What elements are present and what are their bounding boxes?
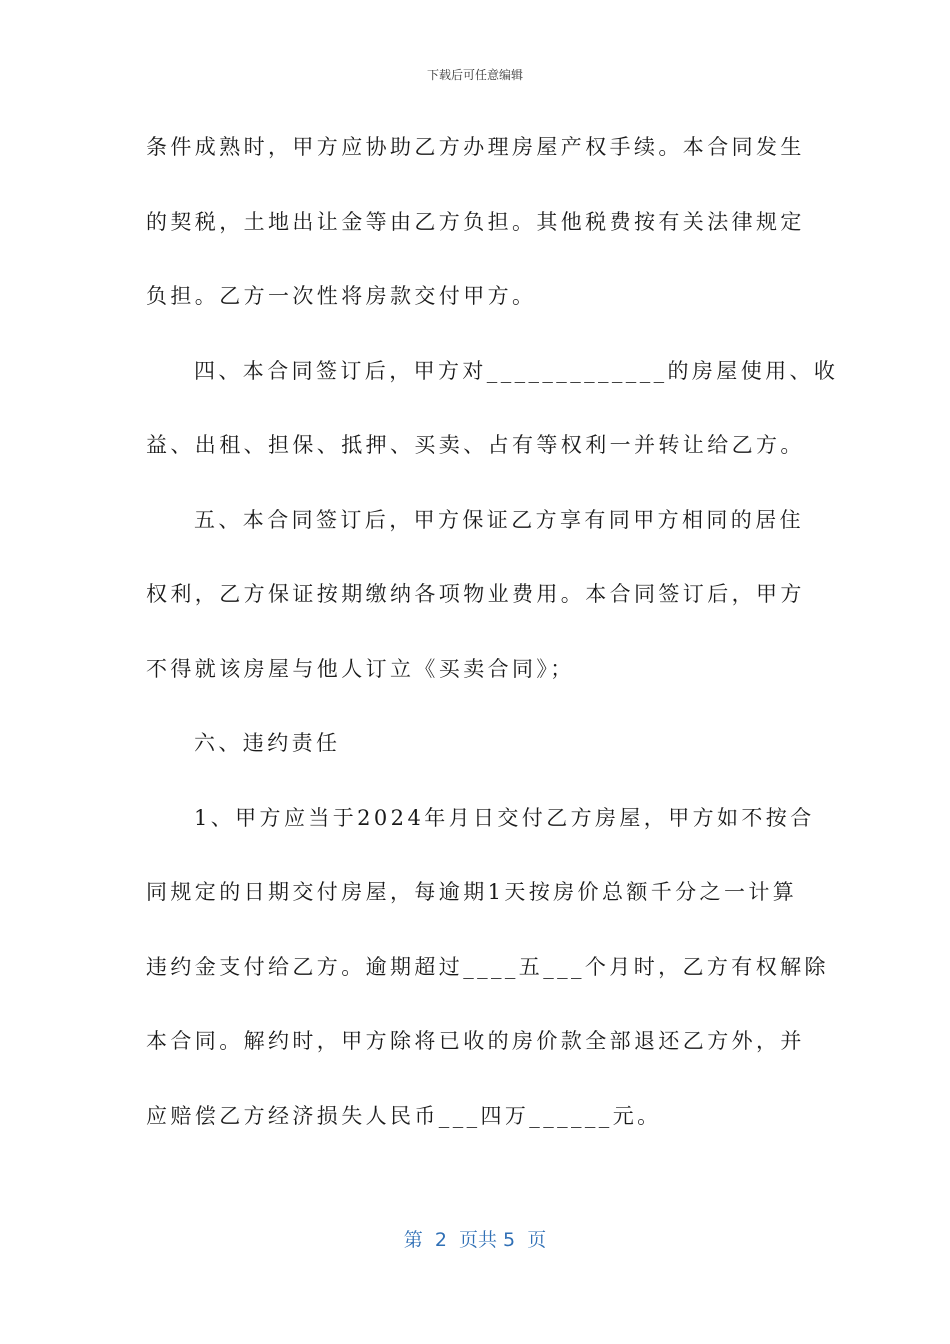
body-line: 同规定的日期交付房屋，每逾期1天按房价总额千分之一计算 (146, 880, 798, 904)
document-body (146, 110, 839, 1153)
body-line: 1、甲方应当于2024年月日交付乙方房屋，甲方如不按合 (194, 805, 815, 830)
body-line: 的契税，土地出让金等由乙方负担。其他税费按有关法律规定 (146, 209, 805, 234)
body-line: 权利，乙方保证按期缴纳各项物业费用。本合同签订后，甲方 (146, 582, 805, 606)
page-header: 下载后可任意编辑 (426, 68, 523, 82)
body-line: 本合同。解约时，甲方除将已收的房价款全部退还乙方外，并 (146, 1029, 805, 1053)
body-line: 应赔偿乙方经济损失人民币___四万______元。 (146, 1103, 662, 1128)
body-line: 五、本合同签订后，甲方保证乙方享有同甲方相同的居住 (194, 507, 804, 532)
body-line: 负担。乙方一次性将房款交付甲方。 (146, 284, 537, 308)
section-heading: 六、违约责任 (194, 731, 341, 755)
body-line: 不得就该房屋与他人订立《买卖合同》； (146, 656, 575, 681)
body-line: 条件成熟时，甲方应协助乙方办理房屋产权手续。本合同发生 (146, 135, 805, 159)
body-line: 违约金支付给乙方。逾期超过____五___个月时，乙方有权解除 (146, 954, 829, 979)
body-line: 四、本合同签订后，甲方对_____________的房屋使用、收 (194, 358, 839, 383)
page-number-footer: 第 2 页共 5 页 (403, 1229, 547, 1251)
body-line: 益、出租、担保、抵押、买卖、占有等权利一并转让给乙方。 (146, 433, 805, 457)
